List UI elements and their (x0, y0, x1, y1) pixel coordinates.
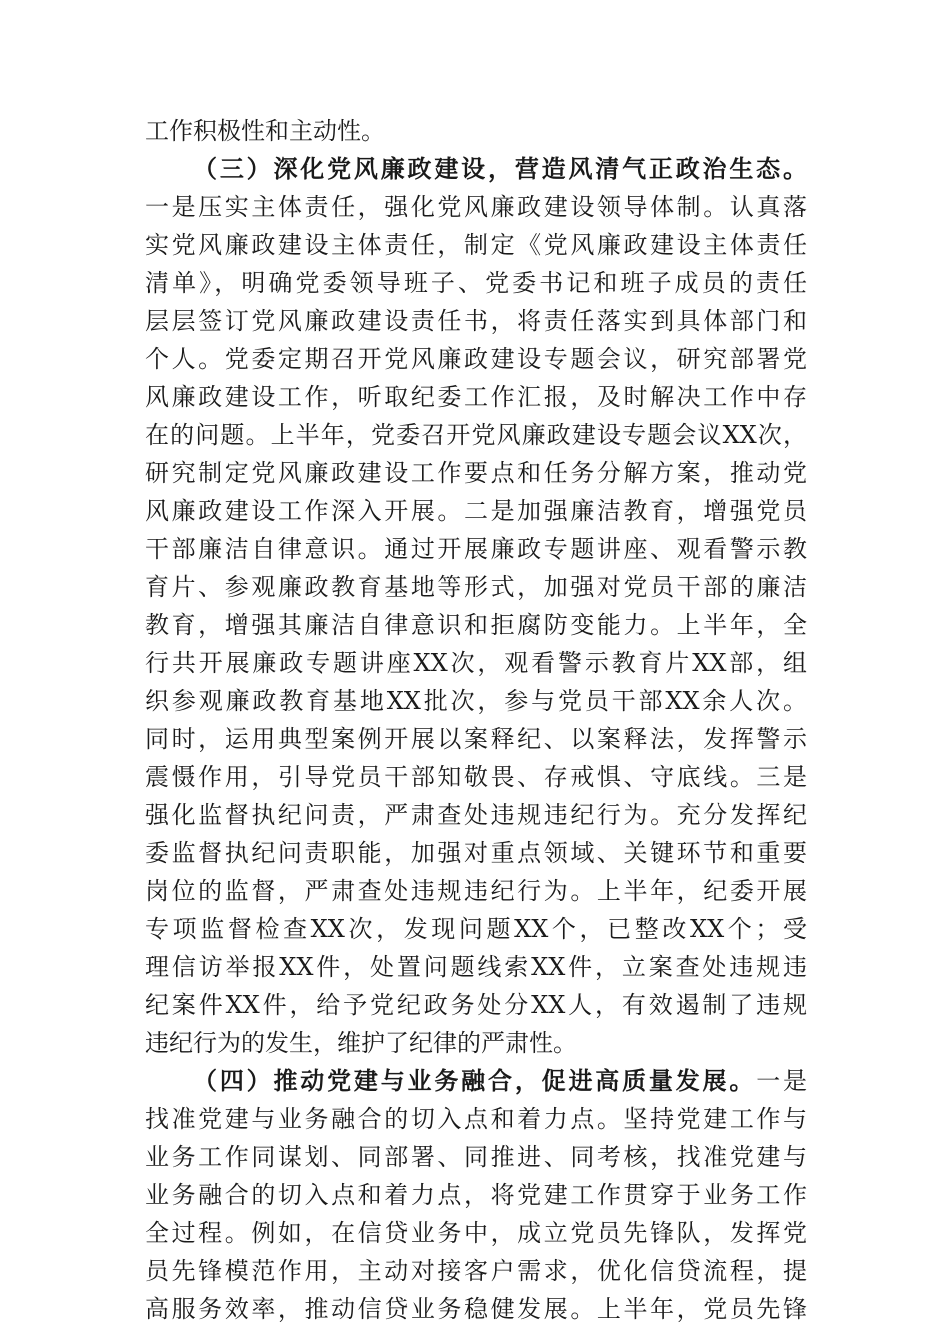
text-line: 纪案件XX件，给予党纪政务处分XX人，有效遏制了违规 (145, 991, 807, 1019)
text-line: 岗位的监督，严肃查处违规违纪行为。上半年，纪委开展 (145, 877, 807, 905)
text-line: 清单》，明确党委领导班子、党委书记和班子成员的责任 (145, 269, 807, 297)
text-line: 育片、参观廉政教育基地等形式，加强对党员干部的廉洁 (145, 573, 807, 601)
text-line: 干部廉洁自律意识。通过开展廉政专题讲座、观看警示教 (145, 535, 807, 563)
section-heading-line (145, 1062, 807, 1100)
text-line: 一是压实主体责任，强化党风廉政建设领导体制。认真落 (145, 193, 807, 221)
text-line: 违纪行为的发生，维护了纪律的严肃性。 (145, 1029, 577, 1057)
text-line: 业务融合的切入点和着力点，将党建工作贯穿于业务工作 (145, 1181, 807, 1209)
text-line: 个人。党委定期召开党风廉政建设专题会议，研究部署党 (145, 345, 807, 373)
text-line: 全过程。例如，在信贷业务中，成立党员先锋队，发挥党 (145, 1219, 807, 1247)
text-line: 风廉政建设工作深入开展。二是加强廉洁教育，增强党员 (145, 497, 807, 525)
text-line: 理信访举报XX件，处置问题线索XX件，立案查处违规违 (145, 953, 807, 981)
document-page (145, 112, 807, 1328)
text-line: 风廉政建设工作，听取纪委工作汇报，及时解决工作中存 (145, 383, 807, 411)
text-line: 实党风廉政建设主体责任，制定《党风廉政建设主体责任 (145, 231, 807, 259)
text-line: 层层签订党风廉政建设责任书，将责任落实到具体部门和 (145, 307, 807, 335)
text-line: 同时，运用典型案例开展以案释纪、以案释法，发挥警示 (145, 725, 807, 753)
text-line: 行共开展廉政专题讲座XX次，观看警示教育片XX部，组 (145, 649, 807, 677)
section-heading: （三）深化党风廉政建设，营造风清气正政治生态。 (193, 154, 807, 183)
text-line: 业务工作同谋划、同部署、同推进、同考核，找准党建与 (145, 1143, 807, 1171)
text-line: 强化监督执纪问责，严肃查处违规违纪行为。充分发挥纪 (145, 801, 807, 829)
text-line: 工作积极性和主动性。 (145, 117, 385, 145)
text-line: 高服务效率，推动信贷业务稳健发展。上半年，党员先锋 (145, 1295, 807, 1323)
heading-tail-text: 一是 (756, 1067, 807, 1095)
text-line: 找准党建与业务融合的切入点和着力点。坚持党建工作与 (145, 1105, 807, 1133)
text-line: 专项监督检查XX次，发现问题XX个，已整改XX个；受 (145, 915, 807, 943)
text-line: 委监督执纪问责职能，加强对重点领域、关键环节和重要 (145, 839, 807, 867)
text-line: 员先锋模范作用，主动对接客户需求，优化信贷流程，提 (145, 1257, 807, 1285)
text-line: 研究制定党风廉政建设工作要点和任务分解方案，推动党 (145, 459, 807, 487)
section-heading: （四）推动党建与业务融合，促进高质量发展。 (193, 1066, 757, 1095)
text-line: 织参观廉政教育基地XX批次，参与党员干部XX余人次。 (145, 687, 807, 715)
text-line: 在的问题。上半年，党委召开党风廉政建设专题会议XX次， (145, 421, 807, 449)
text-line: 教育，增强其廉洁自律意识和拒腐防变能力。上半年，全 (145, 611, 807, 639)
text-line: 震慑作用，引导党员干部知敬畏、存戒惧、守底线。三是 (145, 763, 807, 791)
